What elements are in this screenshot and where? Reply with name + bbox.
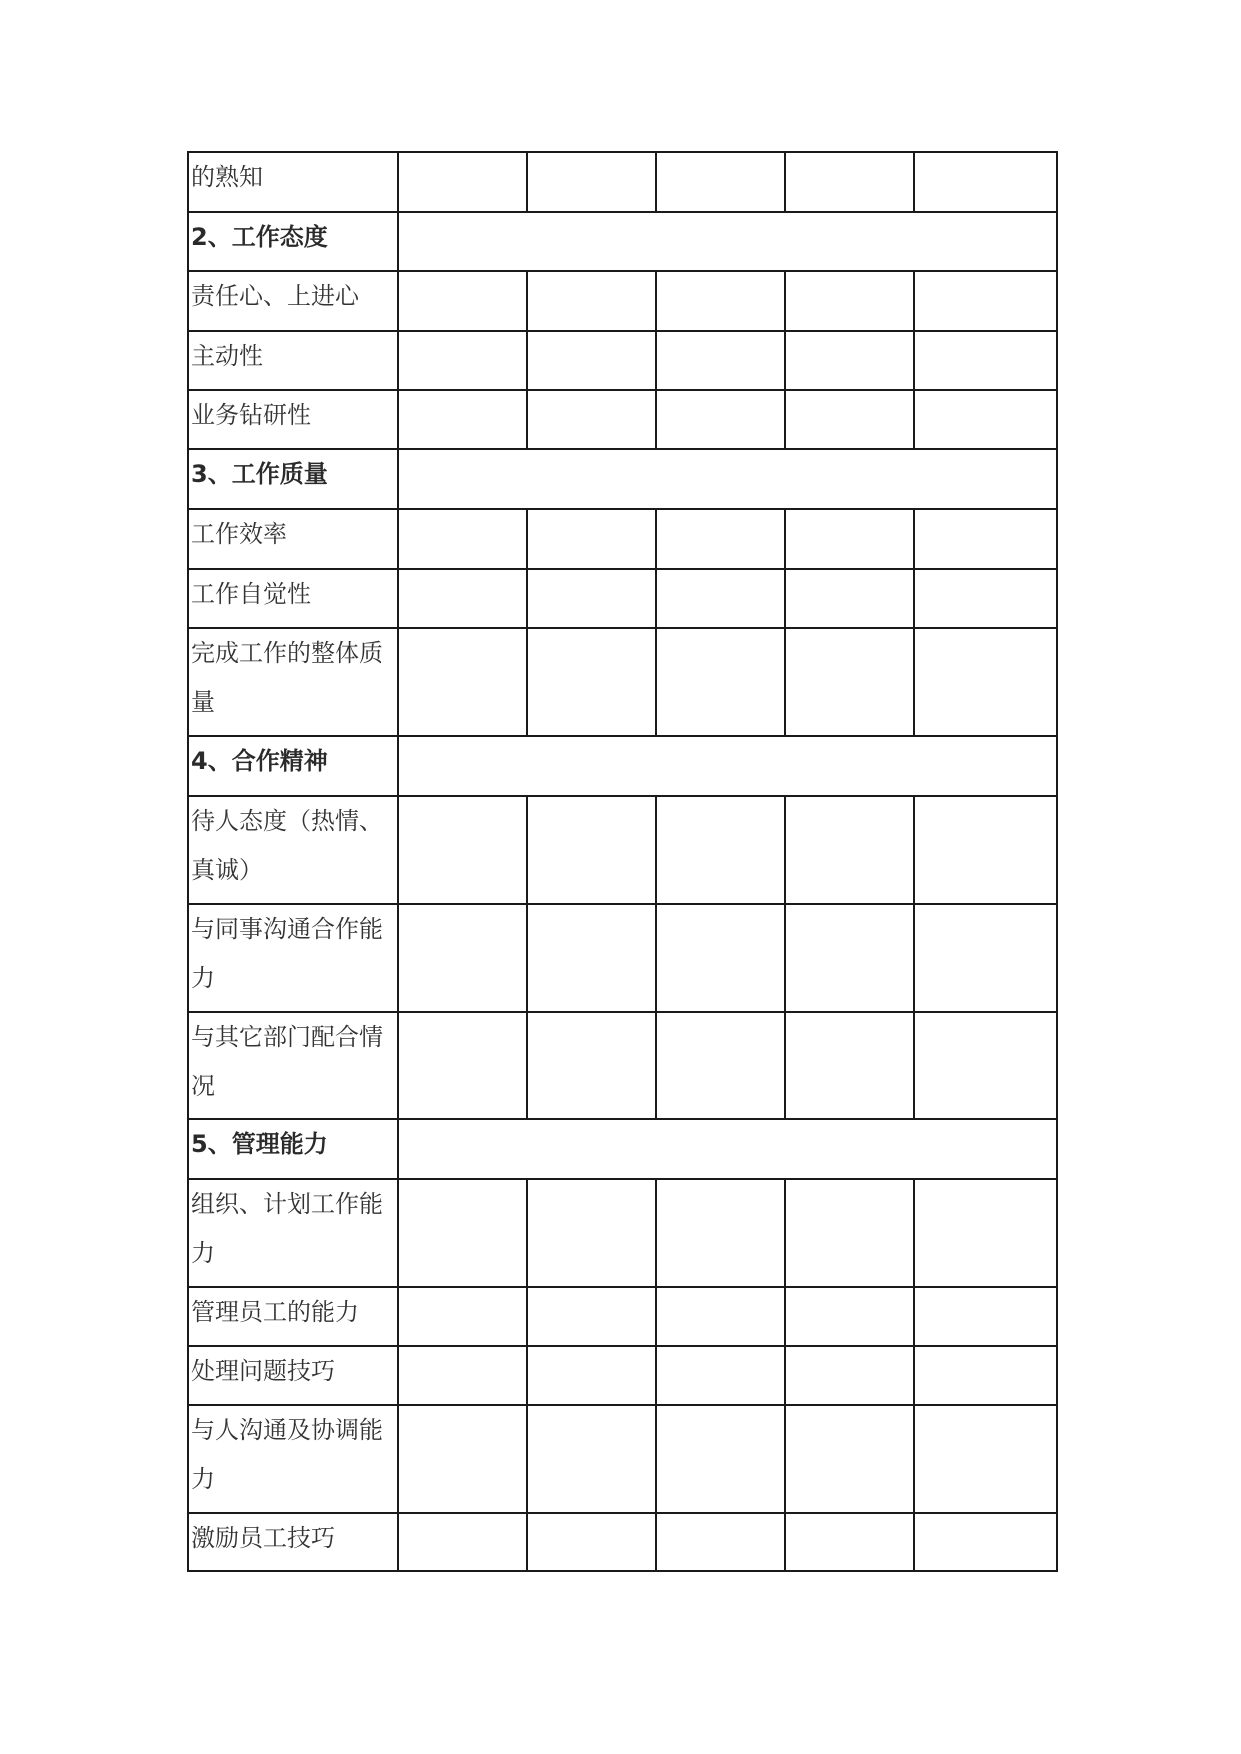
score-cell[interactable]: [914, 1179, 1057, 1287]
score-cell[interactable]: [914, 271, 1057, 331]
criteria-label: 责任心、上进心: [188, 271, 398, 331]
section-heading: 管理能力: [231, 1130, 328, 1158]
score-cell[interactable]: [914, 1012, 1057, 1119]
section-number: 5: [191, 1130, 208, 1158]
section-heading: 工作质量: [231, 460, 328, 488]
section-title: [188, 212, 398, 271]
score-cell[interactable]: [527, 331, 656, 390]
score-cell[interactable]: [527, 628, 656, 736]
score-cell[interactable]: [785, 390, 914, 449]
table-row: [188, 628, 1057, 736]
section-title: [188, 449, 398, 509]
section-blank-cell: [398, 1119, 1057, 1179]
section-blank-cell: [398, 212, 1057, 271]
score-cell[interactable]: [914, 331, 1057, 390]
score-cell[interactable]: [785, 152, 914, 212]
score-cell[interactable]: [527, 569, 656, 628]
evaluation-table: [187, 151, 1058, 1572]
score-cell[interactable]: [527, 1346, 656, 1405]
score-cell[interactable]: [398, 796, 527, 904]
table-row: [188, 904, 1057, 1012]
score-cell[interactable]: [656, 1012, 785, 1119]
score-cell[interactable]: [527, 904, 656, 1012]
criteria-label: 管理员工的能力: [188, 1287, 398, 1346]
criteria-label: 组织、计划工作能力: [188, 1179, 398, 1287]
score-cell[interactable]: [398, 1179, 527, 1287]
score-cell[interactable]: [656, 1179, 785, 1287]
table-row: [188, 1405, 1057, 1513]
score-cell[interactable]: [914, 509, 1057, 569]
section-title: [188, 1119, 398, 1179]
score-cell[interactable]: [914, 1346, 1057, 1405]
score-cell[interactable]: [656, 904, 785, 1012]
section-blank-cell: [398, 736, 1057, 796]
section-blank-cell: [398, 449, 1057, 509]
score-cell[interactable]: [785, 509, 914, 569]
criteria-label: 工作效率: [188, 509, 398, 569]
score-cell[interactable]: [398, 569, 527, 628]
criteria-label: 待人态度（热情、真诚）: [188, 796, 398, 904]
score-cell[interactable]: [914, 796, 1057, 904]
section-number: 3: [191, 460, 208, 488]
score-cell[interactable]: [785, 1513, 914, 1571]
score-cell[interactable]: [398, 152, 527, 212]
score-cell[interactable]: [656, 1346, 785, 1405]
criteria-label: 激励员工技巧: [188, 1513, 398, 1571]
score-cell[interactable]: [914, 569, 1057, 628]
table-row: [188, 152, 1057, 212]
score-cell[interactable]: [527, 152, 656, 212]
score-cell[interactable]: [914, 152, 1057, 212]
table-row: [188, 271, 1057, 331]
score-cell[interactable]: [527, 1012, 656, 1119]
score-cell[interactable]: [785, 1012, 914, 1119]
score-cell[interactable]: [785, 569, 914, 628]
table-row: [188, 1012, 1057, 1119]
section-title: [188, 736, 398, 796]
score-cell[interactable]: [914, 1287, 1057, 1346]
section-number: 2: [191, 223, 208, 251]
criteria-label: 主动性: [188, 331, 398, 390]
score-cell[interactable]: [914, 1513, 1057, 1571]
score-cell[interactable]: [785, 331, 914, 390]
section-row: [188, 736, 1057, 796]
score-cell[interactable]: [656, 271, 785, 331]
section-separator: 、: [207, 1130, 232, 1158]
table-row: [188, 1513, 1057, 1571]
score-cell[interactable]: [656, 796, 785, 904]
section-heading: 合作精神: [231, 747, 328, 775]
score-cell[interactable]: [785, 904, 914, 1012]
section-row: [188, 1119, 1057, 1179]
score-cell[interactable]: [785, 1287, 914, 1346]
score-cell[interactable]: [656, 152, 785, 212]
score-cell[interactable]: [656, 1513, 785, 1571]
score-cell[interactable]: [527, 1405, 656, 1513]
table-row: [188, 331, 1057, 390]
score-cell[interactable]: [527, 1179, 656, 1287]
table-row: [188, 390, 1057, 449]
criteria-label: 的熟知: [188, 152, 398, 212]
table-row: [188, 1179, 1057, 1287]
section-separator: 、: [207, 747, 232, 775]
score-cell[interactable]: [785, 628, 914, 736]
score-cell[interactable]: [914, 1405, 1057, 1513]
score-cell[interactable]: [527, 796, 656, 904]
score-cell[interactable]: [785, 271, 914, 331]
section-heading: 工作态度: [231, 223, 328, 251]
table-row: [188, 1287, 1057, 1346]
score-cell[interactable]: [656, 390, 785, 449]
score-cell[interactable]: [527, 1287, 656, 1346]
score-cell[interactable]: [527, 390, 656, 449]
criteria-label: 与人沟通及协调能力: [188, 1405, 398, 1513]
section-separator: 、: [207, 223, 232, 251]
score-cell[interactable]: [785, 1405, 914, 1513]
score-cell[interactable]: [527, 509, 656, 569]
score-cell[interactable]: [785, 796, 914, 904]
score-cell[interactable]: [656, 628, 785, 736]
table-row: [188, 569, 1057, 628]
score-cell[interactable]: [656, 1405, 785, 1513]
score-cell[interactable]: [398, 1405, 527, 1513]
score-cell[interactable]: [398, 904, 527, 1012]
criteria-label: 处理问题技巧: [188, 1346, 398, 1405]
score-cell[interactable]: [785, 1346, 914, 1405]
criteria-label: 与其它部门配合情况: [188, 1012, 398, 1119]
score-cell[interactable]: [527, 1513, 656, 1571]
section-row: [188, 212, 1057, 271]
score-cell[interactable]: [398, 390, 527, 449]
section-number: 4: [191, 747, 208, 775]
score-cell[interactable]: [656, 569, 785, 628]
score-cell[interactable]: [398, 509, 527, 569]
score-cell[interactable]: [398, 628, 527, 736]
score-cell[interactable]: [785, 1179, 914, 1287]
criteria-label: 业务钻研性: [188, 390, 398, 449]
score-cell[interactable]: [656, 1287, 785, 1346]
table-row: [188, 509, 1057, 569]
score-cell[interactable]: [398, 271, 527, 331]
score-cell[interactable]: [527, 271, 656, 331]
score-cell[interactable]: [398, 1513, 527, 1571]
score-cell[interactable]: [914, 390, 1057, 449]
table-row: [188, 1346, 1057, 1405]
table-row: [188, 796, 1057, 904]
score-cell[interactable]: [914, 904, 1057, 1012]
score-cell[interactable]: [398, 331, 527, 390]
score-cell[interactable]: [398, 1012, 527, 1119]
criteria-label: 完成工作的整体质量: [188, 628, 398, 736]
score-cell[interactable]: [398, 1287, 527, 1346]
criteria-label: 与同事沟通合作能力: [188, 904, 398, 1012]
score-cell[interactable]: [656, 509, 785, 569]
score-cell[interactable]: [656, 331, 785, 390]
score-cell[interactable]: [914, 628, 1057, 736]
criteria-label: 工作自觉性: [188, 569, 398, 628]
score-cell[interactable]: [398, 1346, 527, 1405]
section-separator: 、: [207, 460, 232, 488]
section-row: [188, 449, 1057, 509]
